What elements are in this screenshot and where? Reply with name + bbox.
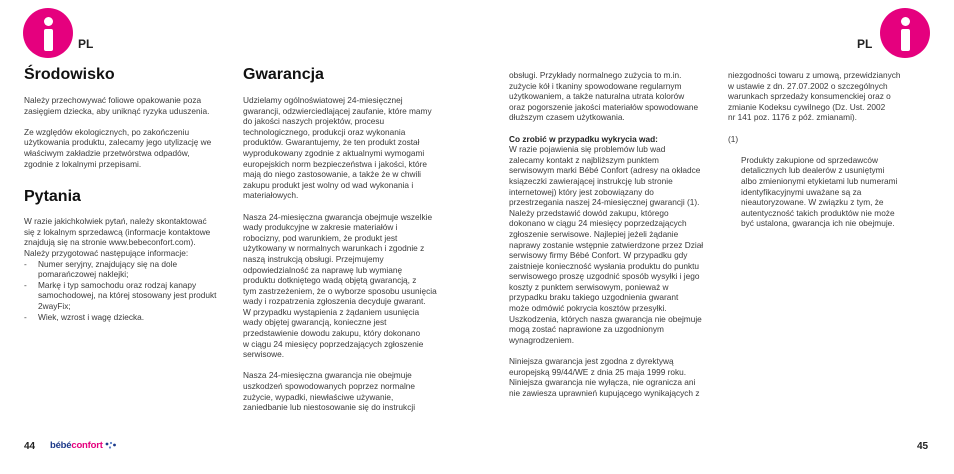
subheading-defects: Co zrobić w przypadku wykrycia wad: [509,133,658,144]
column-environment-questions [24,66,229,322]
column-warranty-continued [509,70,719,398]
brand-logo-part1: bébé [50,440,72,451]
paragraph: niezgodności towaru z umową, przewidzianych w ustawie z dn. 27.07.2002 o szczególnych warunkach sprzedaży konsumenckiej oraz o zmianie Kodeksu cywilnego (Dz. Ust. 2002 nr 141 poz. 1176 z póź. zmianami). [728,70,901,123]
brand-dots-icon [104,441,118,450]
page-number-right: 45 [917,441,929,452]
paragraph: Udzielamy ogólnoświatowej 24-miesięcznej gwarancji, odzwierciedlającej zaufanie, które mamy do jakości naszych projektów, procesu technologicznego, produkcji oraz wykonania produktów. Gwarantujemy, że ten produkt został wyprodukowany zgodnie z aktualnymi wymogami europejskich norm bezpieczeństwa i jakości, które mają do niego zastosowanie, a także że w chwili zakupu produkt jest wolny od wad wykonania i materiałowych. [243,95,432,201]
paragraph: Należy przechowywać foliowe opakowanie poza zasięgiem dziecka, aby uniknąć ryzyka uduszenia. [24,95,210,116]
paragraph: Ze względów ekologicznych, po zakończeniu użytkowania produktu, zalecamy jego utylizację we właściwym zakładzie przetwórstwa odpadów, zgodnie z lokalnymi przepisami. [24,126,212,169]
page-number-left: 44 [24,441,36,452]
list-item: - Numer seryjny, znajdujący się na dole pomarańczowej naklejki; [24,259,229,280]
column-legal [728,70,928,229]
heading-warranty: Gwarancja [243,66,324,83]
footnote-number: (1) [728,133,739,144]
paragraph: Niniejsza gwarancja jest zgodna z dyrektywą europejską 99/44/WE z dnia 25 maja 1999 roku. Niniejsza gwarancja nie wyłącza, nie ogranicza ani nie zawiesza uprawnień kupującego wynikających z [509,356,700,398]
language-label-right: PL [857,37,873,51]
language-label-left: PL [78,37,94,51]
paragraph: W razie jakichkolwiek pytań, należy skontaktować się z lokalnym sprzedawcą (informacje kontaktowe znajdują się na stronie www.bebeconfort.com). Należy przygotować następujące informacje: [24,216,211,258]
paragraph: Nasza 24-miesięczna gwarancja nie obejmuje uszkodzeń spowodowanych poprzez normalne zużycie, wypadki, niewłaściwe używanie, zaniedbanie lub niestosowanie się do instrukcji [243,370,416,413]
paragraph: Nasza 24-miesięczna gwarancja obejmuje wszelkie wady produkcyjne w zakresie materiałów i robocizny, pod warunkiem, że produkt jest użytkowany w normalnych warunkach i zgodnie z naszą instrukcją obsługi. Przejmujemy odpowiedzialność za naprawę lub wymianę produktu dotkniętego wadą objętą gwarancją, z tym zastrzeżeniem, że o wyborze sposobu usunięcia wady i rozpatrzenia zgłoszenia decyduje gwarant. W przypadku wystąpienia z żądaniem usunięcia wady objętej gwarancją, konieczne jest przedstawienie dowodu zakupu, który dokonano w ciągu 24 miesięcy poprzedzających zgłoszenie serwisowe. [243,211,437,360]
brand-logo [50,440,103,451]
info-icon [880,8,930,58]
brand-logo-part2: confort [71,440,103,451]
list-item: - Wiek, wzrost i wagę dziecka. [24,312,229,323]
paragraph: obsługi. Przykłady normalnego zużycia to m.in. zużycie kół i tkaniny spowodowane regularnym użytkowaniem, a także naturalna utrata kolorów oraz pogorszenie jakości materiałów spowodowane dłuższym czasem użytkowania. [509,70,699,123]
column-warranty [243,66,448,413]
heading-questions: Pytania [24,188,81,206]
info-icon [23,8,73,58]
footnote-text: Produkty zakupione od sprzedawców detalicznych lub dealerów z usuniętymi albo zmienionymi etykietami lub numerami identyfikacyjnymi uważane są za nieautoryzowane. W związku z tym, że autentyczność takich produktów nie może być ustalona, gwarancja ich nie obejmuje. [741,154,898,229]
list-item: - Markę i typ samochodu oraz rodzaj kanapy samochodowej, na której stosowany jest produkt 2wayFix; [24,280,229,312]
footnote [728,134,928,229]
paragraph: W razie pojawienia się problemów lub wad zalecamy kontakt z najbliższym punktem serwisowym marki Bébé Confort (adresy na okładce ksiązeczki zawierającej instrukcję lub stronie internetowej) który jest zobowiązany do przestrzegania naszej 24-miesięcznej gwarancji (1). Należy przedstawić dowód zakupu, którego dokonano w ciągu 24 miesięcy poprzedzających zgłoszenie serwisowe. Najlepiej jeżeli żądanie naprawy zostanie wstępnie zatwierdzone przez Dział serwisowy firmy Bébé Confort. W przypadku gdy zaistnieje konieczność wysłania produktu do punktu serwisowego proszę uzgodnić sposób wysyłki i jego koszty z punktem serwisowym, ponieważ w przypadku braku takiego uzgodnienia gwarant może odmówić pokrycia kosztów przesyłki. Uszkodzenia, których nasza gwarancja nie obejmuje mogą zostać naprawione za uzgodnionym wynagrodzeniem. [509,144,704,345]
heading-environment: Środowisko [24,66,115,83]
info-list [24,259,229,323]
